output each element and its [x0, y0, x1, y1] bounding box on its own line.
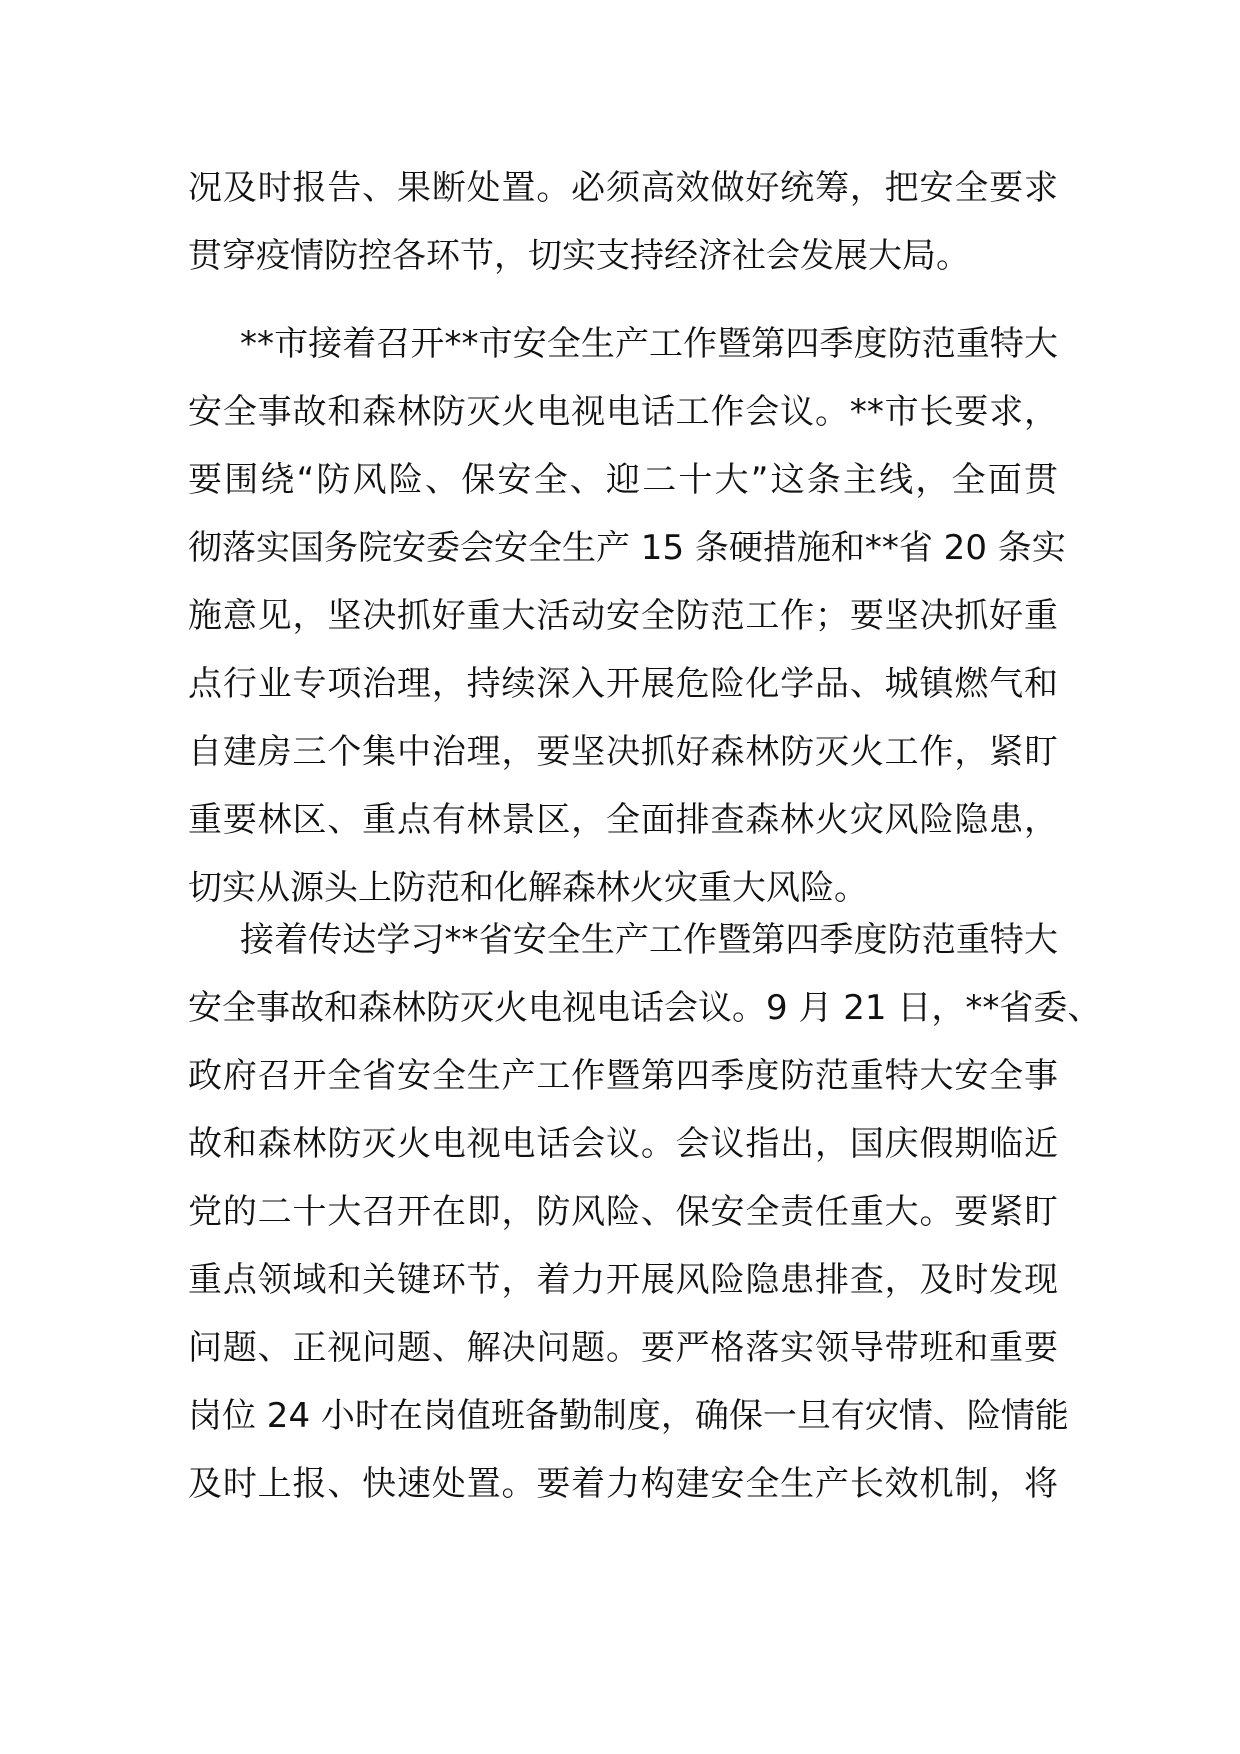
- paragraph-line: 施意见，坚决抓好重大活动安全防范工作；要坚决抓好重: [188, 596, 1058, 636]
- paragraph-line: 彻落实国务院安委会安全生产 15 条硬措施和**省 20 条实: [188, 528, 1066, 568]
- paragraph-line: 重要林区、重点有林景区，全面排查森林火灾风险隐患，: [188, 800, 1058, 840]
- paragraph-line: **市接着召开**市安全生产工作暨第四季度防范重特大: [240, 324, 1058, 364]
- paragraph-line: 接着传达学习**省安全生产工作暨第四季度防范重特大: [240, 920, 1058, 960]
- paragraph-line: 点行业专项治理，持续深入开展危险化学品、城镇燃气和: [188, 664, 1058, 704]
- paragraph-line: 安全事故和森林防灭火电视电话会议。9 月 21 日，**省委、: [188, 988, 1102, 1028]
- paragraph-line: 安全事故和森林防灭火电视电话工作会议。**市长要求，: [188, 392, 1058, 432]
- paragraph-line: 重点领域和关键环节，着力开展风险隐患排查，及时发现: [188, 1260, 1058, 1300]
- paragraph-line: 况及时报告、果断处置。必须高效做好统筹，把安全要求: [188, 168, 1058, 208]
- paragraph-line: 问题、正视问题、解决问题。要严格落实领导带班和重要: [188, 1328, 1058, 1368]
- paragraph-line: 故和森林防灭火电视电话会议。会议指出，国庆假期临近: [188, 1124, 1058, 1164]
- paragraph-2: [188, 310, 1066, 922]
- paragraph-3: [188, 906, 1102, 1518]
- paragraph-line: 要围绕“防风险、保安全、迎二十大”这条主线，全面贯: [188, 460, 1058, 500]
- paragraph-1: [188, 154, 1058, 290]
- paragraph-line: 自建房三个集中治理，要坚决抓好森林防灭火工作，紧盯: [188, 732, 1058, 772]
- paragraph-line: 切实从源头上防范和化解森林火灾重大风险。: [188, 868, 868, 908]
- paragraph-line: 岗位 24 小时在岗值班备勤制度，确保一旦有灾情、险情能: [188, 1396, 1069, 1436]
- paragraph-line: 贯穿疫情防控各环节，切实支持经济社会发展大局。: [188, 236, 970, 276]
- paragraph-line: 党的二十大召开在即，防风险、保安全责任重大。要紧盯: [188, 1192, 1058, 1232]
- paragraph-line: 政府召开全省安全生产工作暨第四季度防范重特大安全事: [188, 1056, 1058, 1096]
- paragraph-line: 及时上报、快速处置。要着力构建安全生产长效机制，将: [188, 1464, 1058, 1504]
